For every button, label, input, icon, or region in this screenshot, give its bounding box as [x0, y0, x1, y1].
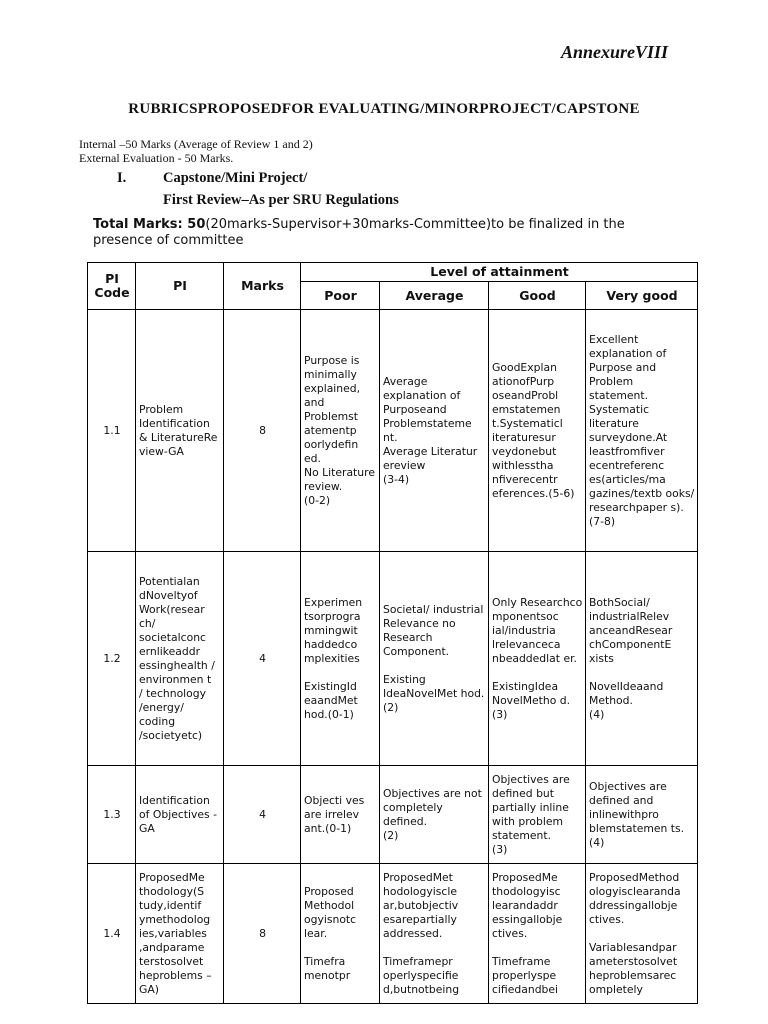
- pi-cell: Problem Identification & LiteratureRe view-GA: [136, 310, 224, 552]
- table-row: [88, 310, 698, 552]
- header-marks: Marks: [224, 263, 301, 310]
- good-cell: Only Researchco mponentsoc ial/industria lrelevanceca nbeaddedlat er. ExistingIdea NovelMetho d. (3): [489, 552, 586, 766]
- table-row: [88, 864, 698, 1004]
- pi-code-cell: 1.4: [88, 864, 136, 1004]
- pi-code-cell: 1.3: [88, 766, 136, 864]
- header-average: Average: [380, 282, 489, 310]
- average-cell: Societal/ industrial Relevance no Research Component. Existing IdeaNovelMet hod.(2): [380, 552, 489, 766]
- average-cell: Average explanation of Purposeand Problemstateme nt. Average Literatur ereview (3-4): [380, 310, 489, 552]
- section-heading: Capstone/Mini Project/: [163, 170, 308, 186]
- poor-cell: Experimen tsorprogra mmingwit haddedco mplexities ExistingId eaandMet hod.(0-1): [301, 552, 380, 766]
- pi-cell: Potentialan dNoveltyof Work(resear ch/ societalconc ernlikeaddr essinghealth / environmen t / technology /energy/ coding /societyetc): [136, 552, 224, 766]
- header-level-of-attainment: Level of attainment: [301, 263, 698, 282]
- rubric-table: [87, 262, 698, 1004]
- marks-cell: 4: [224, 552, 301, 766]
- poor-cell: Objecti ves are irrelev ant.(0-1): [301, 766, 380, 864]
- marks-cell: 8: [224, 864, 301, 1004]
- very-good-cell: Objectives are defined and inlinewithpro blemstatemen ts.(4): [586, 766, 698, 864]
- marks-cell: 4: [224, 766, 301, 864]
- header-very-good: Very good: [586, 282, 698, 310]
- section-number: I.: [117, 170, 127, 186]
- external-marks-line: External Evaluation - 50 Marks.: [79, 151, 234, 165]
- internal-marks-line: Internal –50 Marks (Average of Review 1 and 2): [79, 137, 313, 151]
- total-marks: [93, 217, 673, 249]
- section-subheading: First Review–As per SRU Regulations: [163, 192, 399, 208]
- pi-cell: Identification of Objectives -GA: [136, 766, 224, 864]
- page-title: RUBRICSPROPOSEDFOR EVALUATING/MINORPROJECT/CAPSTONE: [128, 101, 640, 117]
- good-cell: GoodExplan ationofPurp oseandProbl emstatemen t.Systematicl iteraturesur veydonebut withlesstha nfiverecentr eferences.(5-6): [489, 310, 586, 552]
- marks-cell: 8: [224, 310, 301, 552]
- table-row: [88, 766, 698, 864]
- header-poor: Poor: [301, 282, 380, 310]
- header-good: Good: [489, 282, 586, 310]
- total-marks-label: Total Marks: 50: [93, 217, 206, 232]
- very-good-cell: ProposedMethod ologyisclearanda ddressingallobje ctives. Variablesandpar ameterstosolvet heproblemsarec ompletely: [586, 864, 698, 1004]
- pi-code-cell: 1.1: [88, 310, 136, 552]
- very-good-cell: Excellent explanation of Purpose and Problem statement. Systematic literature surveydone.At leastfromfiver ecentreferenc es(articles/ma gazines/textb ooks/ researchpaper s). (7-8): [586, 310, 698, 552]
- annexure-label: AnnexureVIII: [560, 42, 668, 62]
- total-marks-detail: (20marks-Supervisor+30marks-Committee)to be finalized in the presence of committee: [93, 217, 625, 248]
- pi-cell: ProposedMe thodology(S tudy,identif ymethodolog ies,variables ,andparame terstosolvet heproblems –GA): [136, 864, 224, 1004]
- good-cell: ProposedMe thodologyisc learandaddr essingallobje ctives. Timeframe properlyspe cifiedandbei: [489, 864, 586, 1004]
- average-cell: ProposedMet hodologyiscle ar,butobjectiv esarepartially addressed. Timeframepr operlyspecifie d,butnotbeing: [380, 864, 489, 1004]
- table-row: [88, 552, 698, 766]
- good-cell: Objectives are defined but partially inline with problem statement. (3): [489, 766, 586, 864]
- poor-cell: Proposed Methodol ogyisnotc lear. Timefra menotpr: [301, 864, 380, 1004]
- average-cell: Objectives are not completely defined. (2): [380, 766, 489, 864]
- very-good-cell: BothSocial/ industrialRelev anceandResear chComponentE xists NovelIdeaand Method. (4): [586, 552, 698, 766]
- pi-code-cell: 1.2: [88, 552, 136, 766]
- poor-cell: Purpose is minimally explained, and Problemst atementp oorlydefin ed. No Literature review. (0-2): [301, 310, 380, 552]
- header-pi: PI: [136, 263, 224, 310]
- header-pi-code: PI Code: [88, 263, 136, 310]
